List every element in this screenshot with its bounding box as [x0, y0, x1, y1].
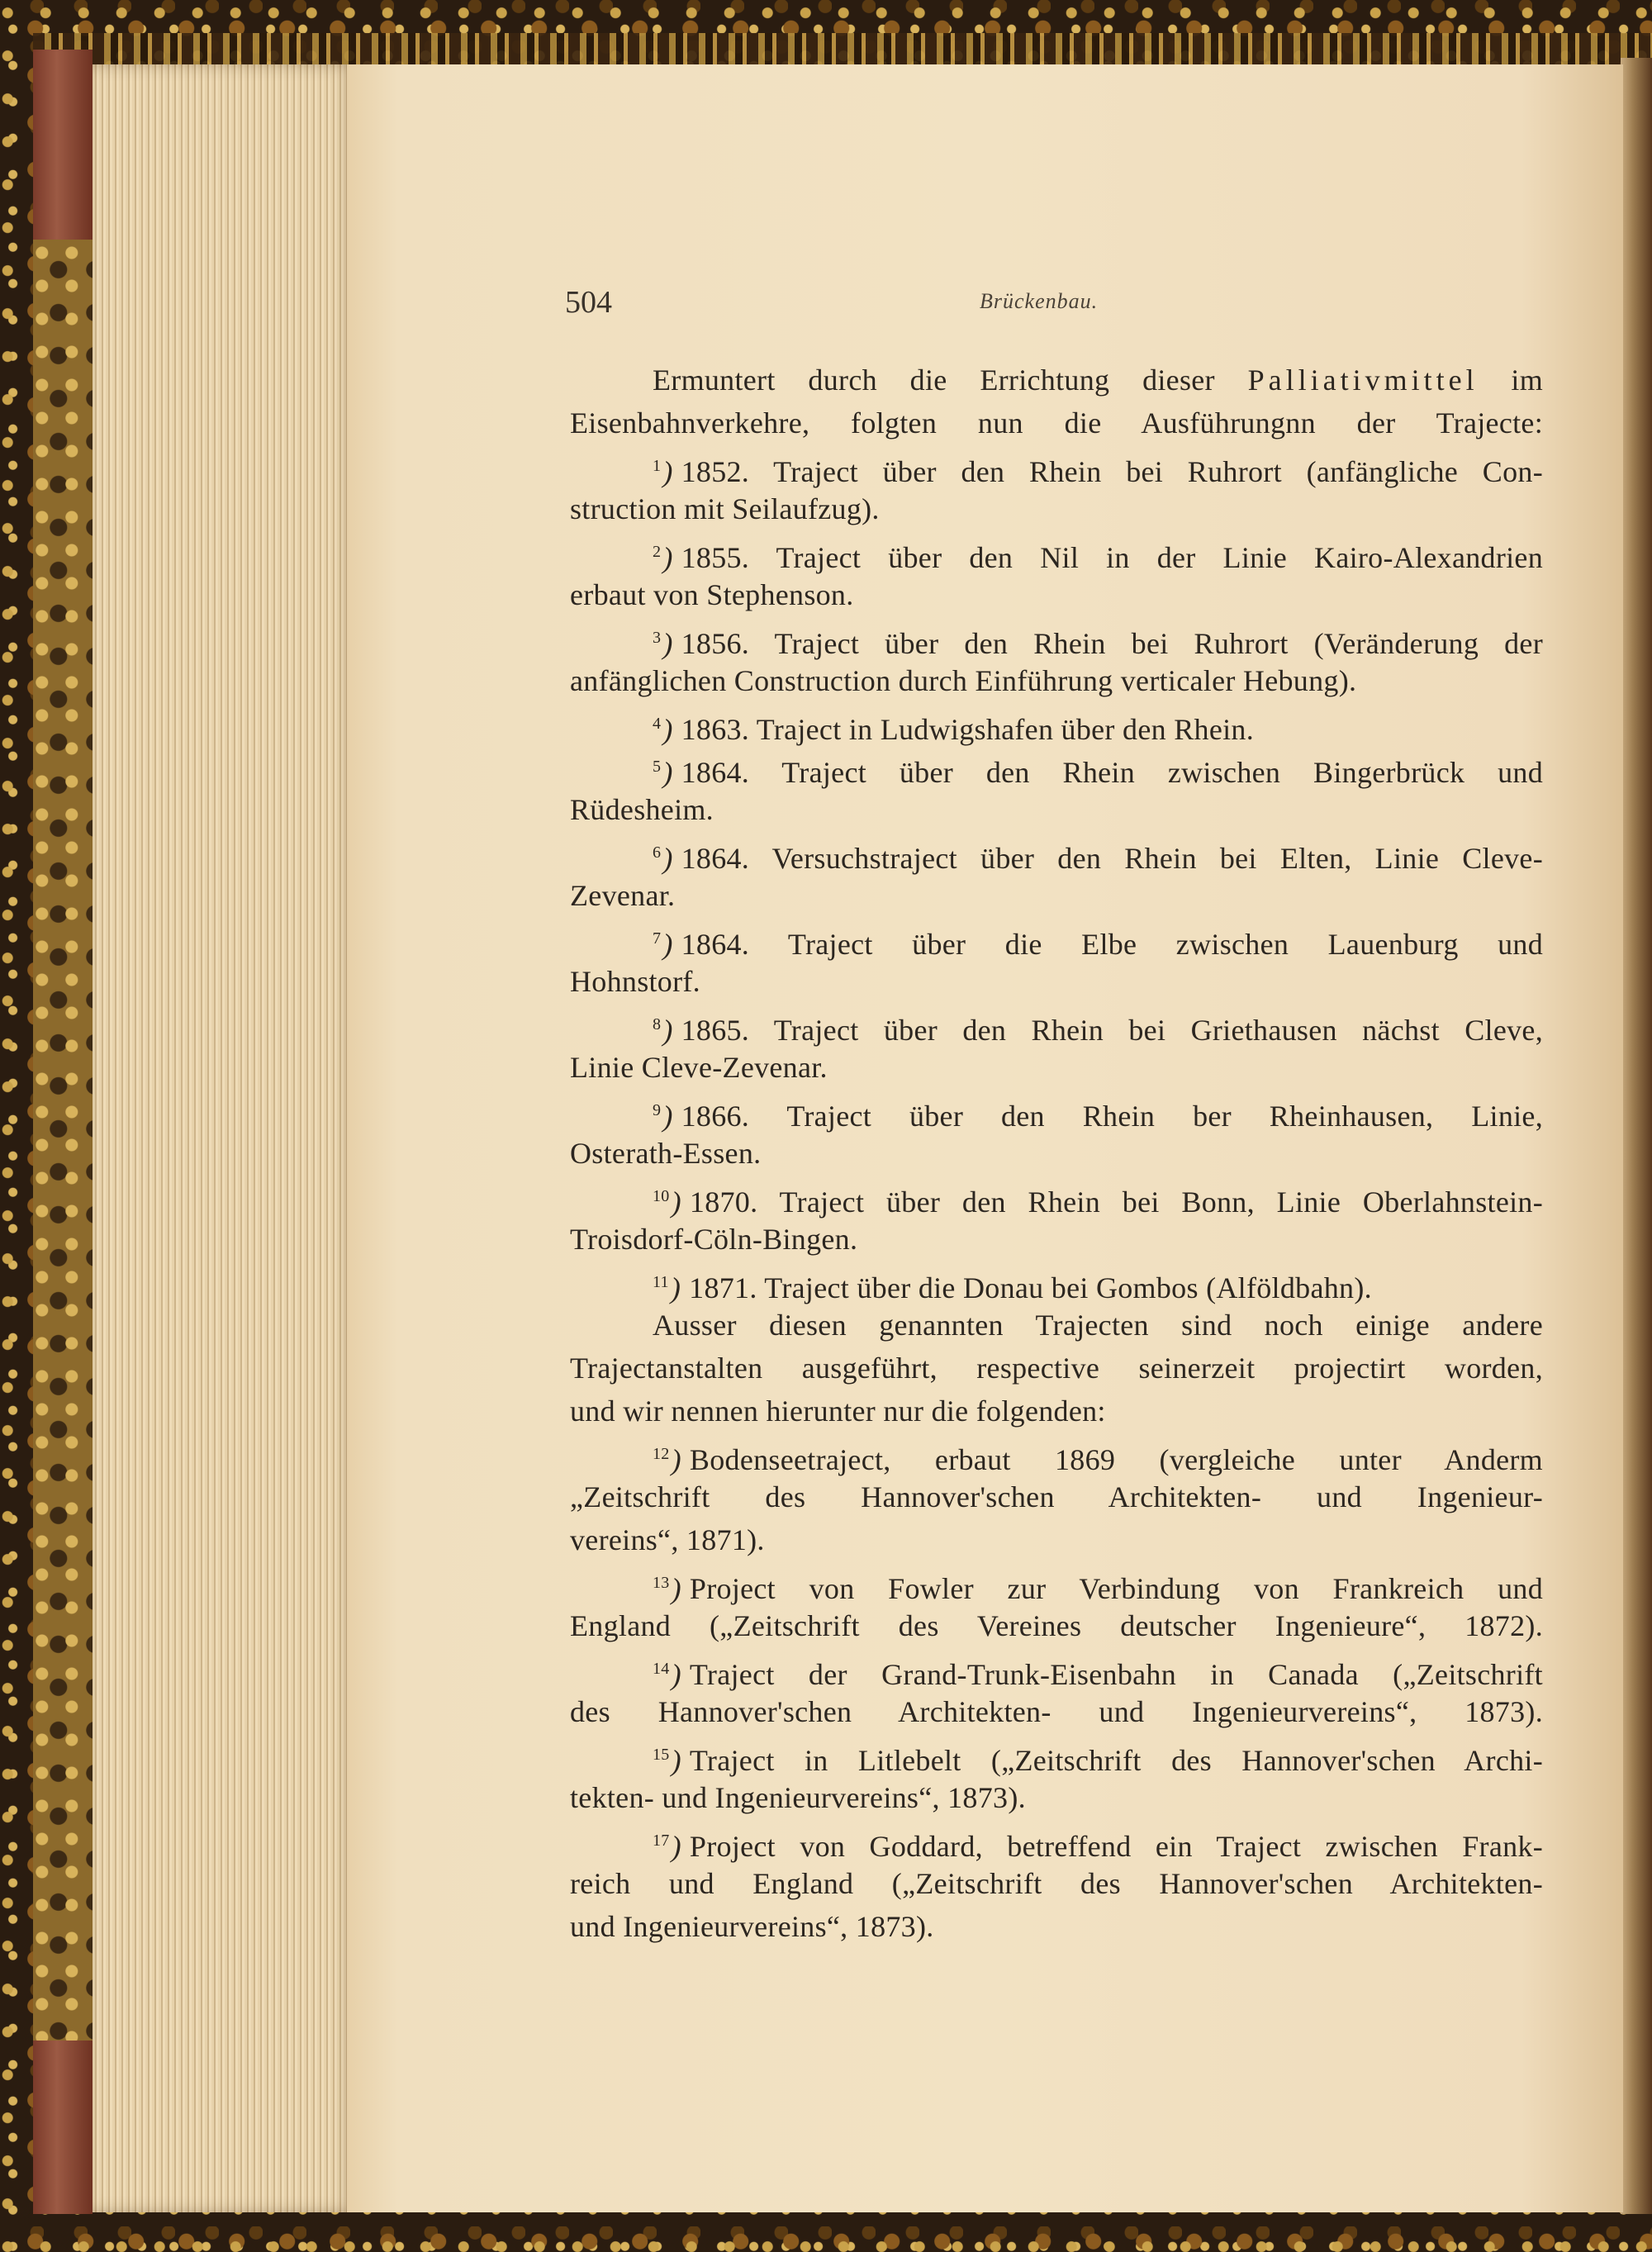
intro-line-2: Eisenbahnverkehre, folgten nun die Ausführungnn der Trajecte: — [570, 406, 1543, 439]
list-item-cont: Linie Cleve-Zevenar. — [570, 1051, 828, 1084]
list-item: $^{13}$) Project von Fowler zur Verbindung von Frankreich und — [653, 1572, 1543, 1605]
intro-line-1: Ermuntert durch die Errichtung dieser Palliativmittel im — [653, 363, 1543, 397]
list-item: $^{12}$) Bodenseetraject, erbaut 1869 (vergleiche unter Anderm — [653, 1443, 1543, 1476]
list-item: $^8$) 1865. Traject über den Rhein bei Griethausen nächst Cleve, — [653, 1014, 1543, 1047]
list-item: $^{11}$) 1871. Traject über die Donau bei Gombos (Alföldbahn). — [653, 1271, 1372, 1304]
list-item: $^{14}$) Traject der Grand-Trunk-Eisenbahn in Canada („Zeitschrift — [653, 1658, 1543, 1691]
list-item-cont: Hohnstorf. — [570, 965, 700, 998]
paragraph-line: und wir nennen hierunter nur die folgenden: — [570, 1394, 1106, 1428]
list-item: $^4$) 1863. Traject in Ludwigshafen über den Rhein. — [653, 713, 1254, 746]
list-item-cont: tekten- und Ingenieurvereins“, 1873). — [570, 1781, 1026, 1814]
running-title: Brückenbau. — [980, 289, 1099, 313]
list-item-cont: England („Zeitschrift des Vereines deutscher Ingenieure“, 1872). — [570, 1609, 1543, 1642]
paragraph-line: Ausser diesen genannten Trajecten sind noch einige andere — [653, 1309, 1543, 1342]
list-item-cont: Rüdesheim. — [570, 793, 714, 826]
list-item: $^9$) 1866. Traject über den Rhein ber Rheinhausen, Linie, — [653, 1100, 1543, 1133]
list-item-cont: vereins“, 1871). — [570, 1523, 765, 1556]
list-item-cont: reich und England („Zeitschrift des Hannover'schen Architekten- — [570, 1867, 1543, 1900]
list-item-cont: erbaut von Stephenson. — [570, 578, 854, 611]
list-item-cont: Troisdorf-Cöln-Bingen. — [570, 1223, 858, 1256]
list-item: $^{17}$) Project von Goddard, betreffend ein Traject zwischen Frank- — [653, 1830, 1543, 1863]
page-number: 504 — [565, 285, 612, 320]
list-item: $^5$) 1864. Traject über den Rhein zwischen Bingerbrück und — [653, 756, 1543, 789]
list-item-cont: Zevenar. — [570, 879, 676, 912]
list-item: $^6$) 1864. Versuchstraject über den Rhein bei Elten, Linie Cleve- — [653, 842, 1543, 875]
list-item: $^7$) 1864. Traject über die Elbe zwischen Lauenburg und — [653, 928, 1543, 961]
list-item-cont: Osterath-Essen. — [570, 1137, 762, 1170]
list-item-cont: struction mit Seilaufzug). — [570, 492, 880, 525]
list-item-cont: und Ingenieurvereins“, 1873). — [570, 1910, 934, 1943]
paragraph-line: Trajectanstalten ausgeführt, respective seinerzeit projectirt worden, — [570, 1352, 1543, 1385]
list-item-cont: des Hannover'schen Architekten- und Ingenieurvereins“, 1873). — [570, 1695, 1543, 1728]
list-item: $^2$) 1855. Traject über den Nil in der Linie Kairo-Alexandrien — [653, 541, 1543, 574]
list-item: $^{15}$) Traject in Litlebelt („Zeitschrift des Hannover'schen Archi- — [653, 1744, 1543, 1777]
list-item: $^3$) 1856. Traject über den Rhein bei Ruhrort (Veränderung der — [653, 627, 1543, 660]
list-item-cont: „Zeitschrift des Hannover'schen Architekten- und Ingenieur- — [570, 1480, 1543, 1513]
list-item: $^{10}$) 1870. Traject über den Rhein bei Bonn, Linie Oberlahnstein- — [653, 1185, 1543, 1219]
list-item: $^1$) 1852. Traject über den Rhein bei Ruhrort (anfängliche Con- — [653, 455, 1543, 488]
list-item-cont: anfänglichen Construction durch Einführung verticaler Hebung). — [570, 664, 1357, 697]
